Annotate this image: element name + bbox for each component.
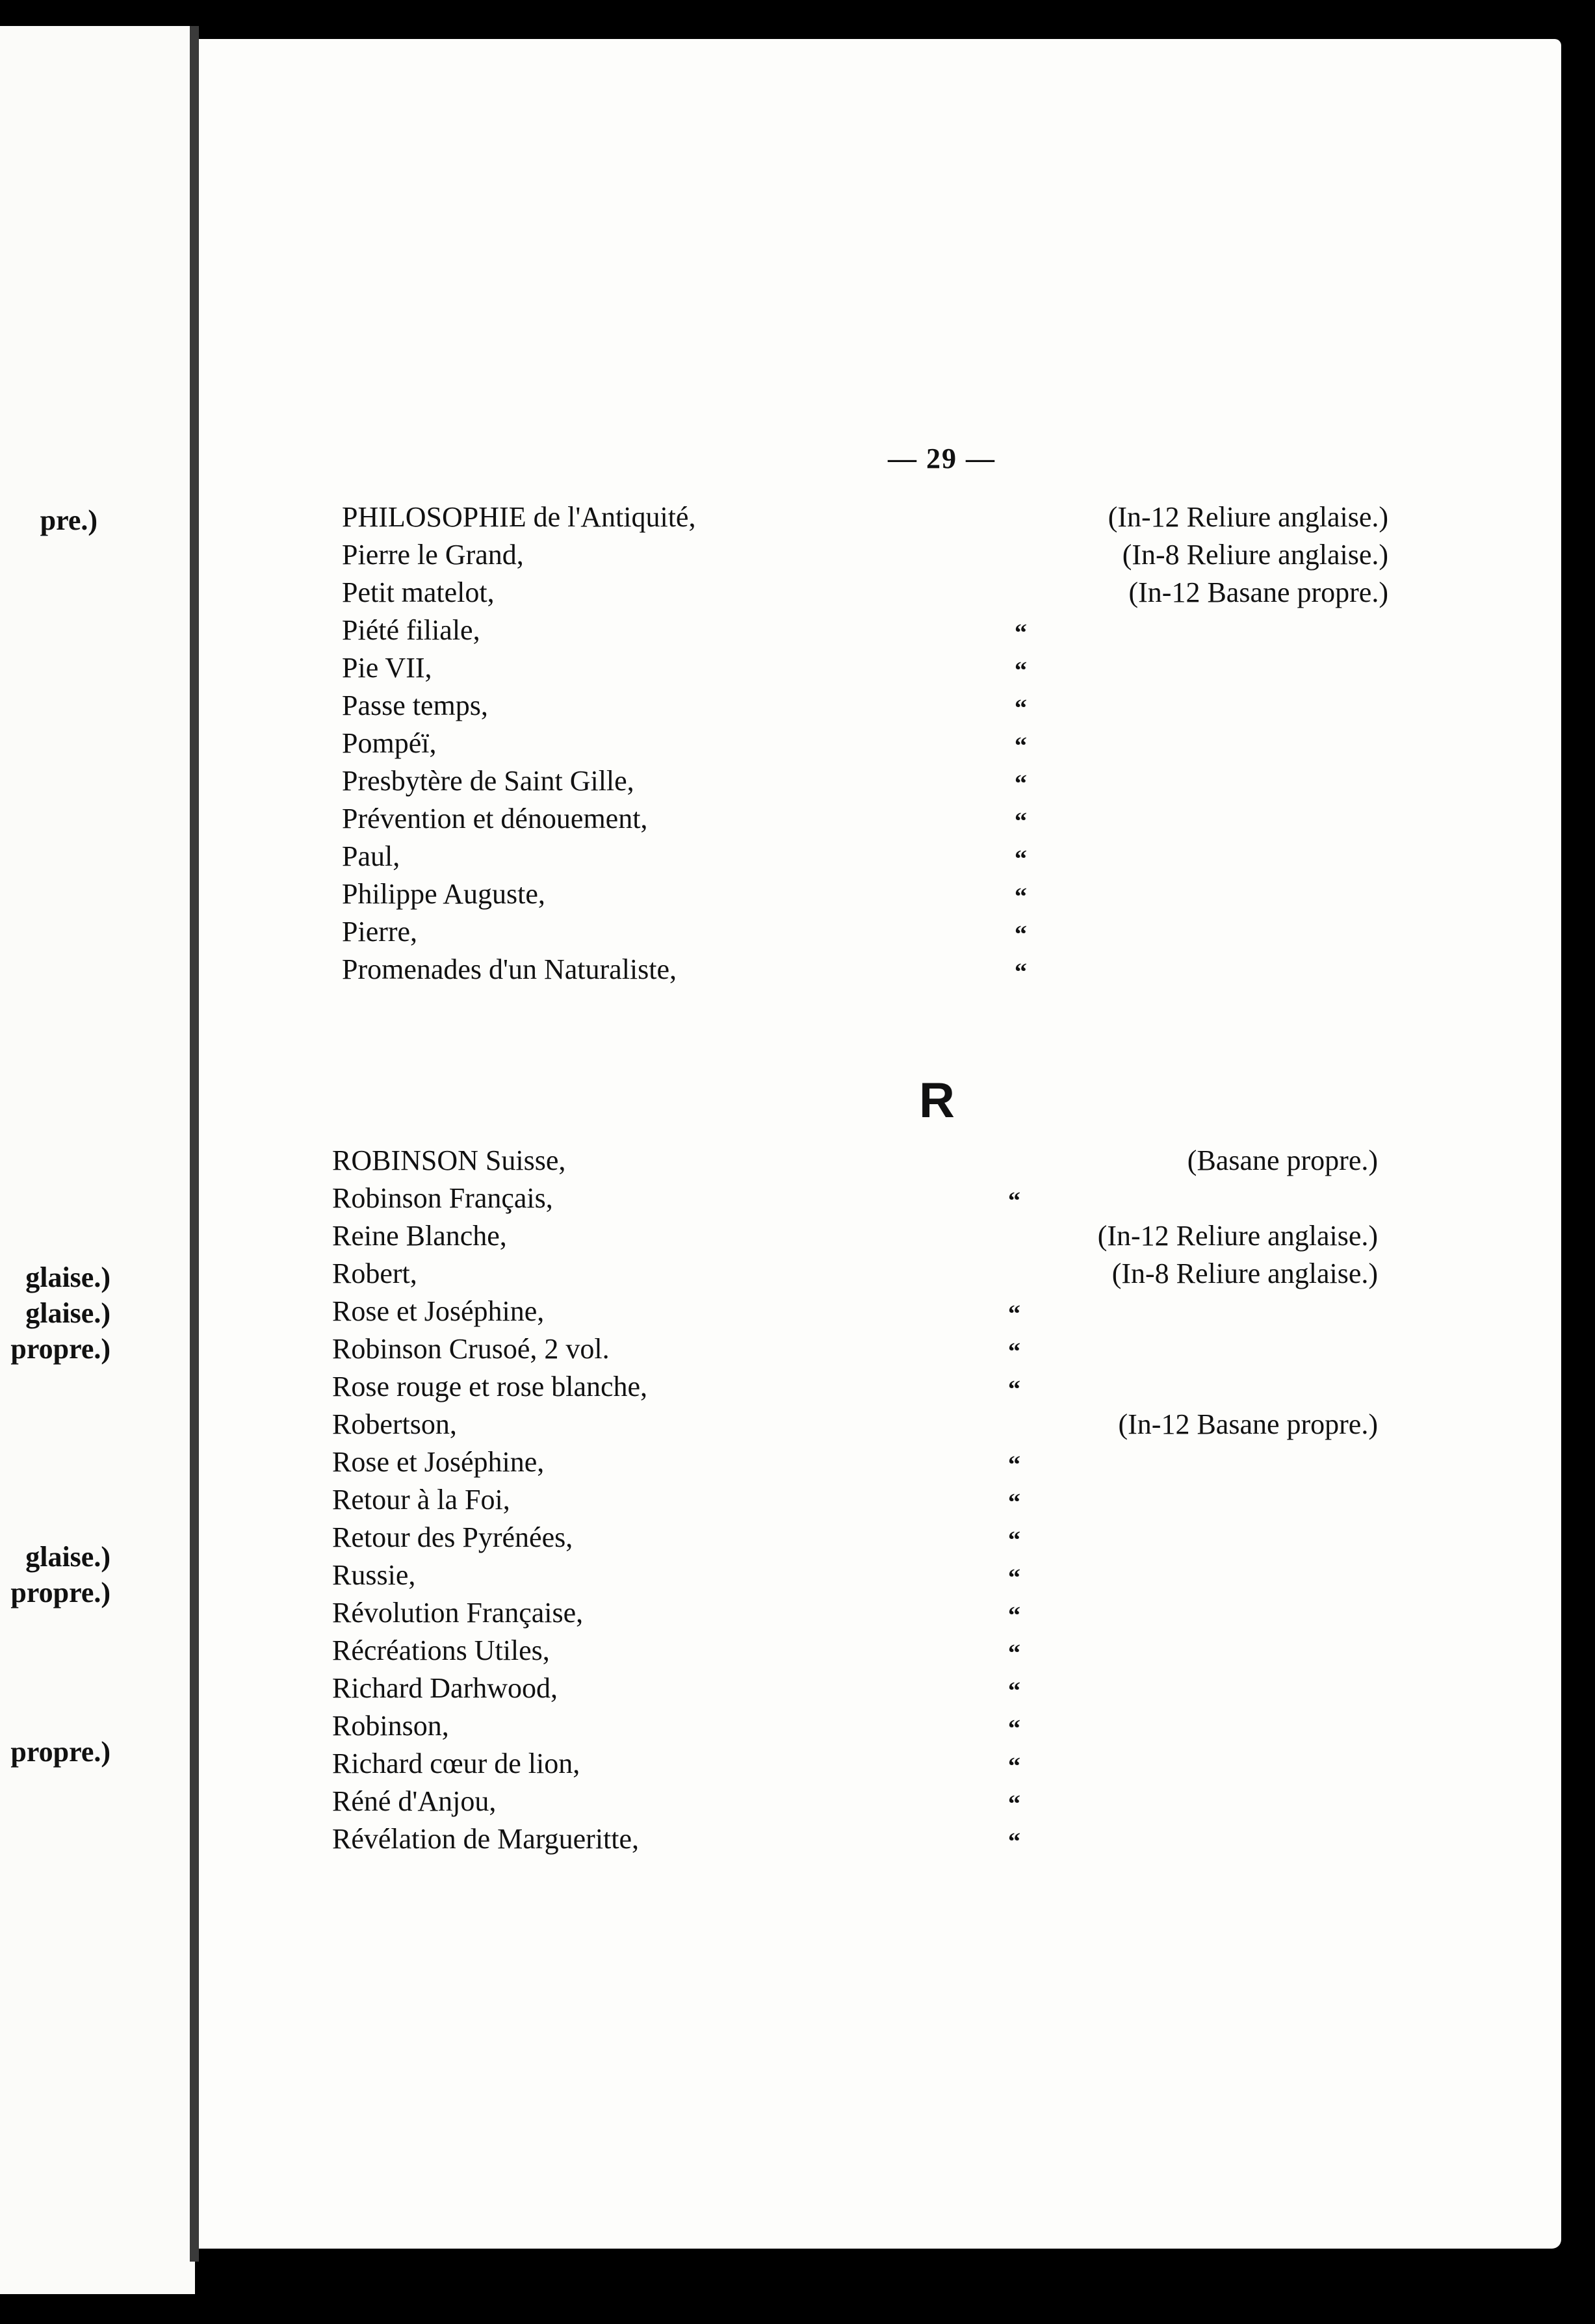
section-letter-r: R: [919, 1073, 955, 1128]
ditto-mark: “: [1008, 1753, 1020, 1780]
ditto-mark: “: [1008, 1790, 1020, 1818]
catalog-entry-title: Piété filiale,: [342, 614, 480, 646]
catalog-entry-title: Retour des Pyrénées,: [332, 1521, 573, 1553]
left-page-edge: [0, 26, 195, 2294]
catalog-entry-title: Récréations Utiles,: [332, 1634, 550, 1666]
binding-description: (In-12 Reliure anglaise.): [1108, 501, 1388, 533]
ditto-mark: “: [1008, 1602, 1020, 1629]
catalog-entry-title: Révolution Française,: [332, 1597, 584, 1629]
binding-description: (In-12 Basane propre.): [1128, 576, 1388, 608]
ditto-mark: “: [1008, 1564, 1020, 1592]
left-fragment: propre.): [10, 1736, 110, 1768]
ditto-mark: “: [1008, 1489, 1020, 1516]
ditto-mark: “: [1008, 1338, 1020, 1365]
ditto-mark: “: [1015, 846, 1027, 873]
binding-description: (In-12 Reliure anglaise.): [1097, 1220, 1378, 1252]
catalog-entry-title: Russie,: [332, 1559, 416, 1591]
ditto-mark: “: [1008, 1187, 1020, 1215]
page-number: — 29 —: [888, 443, 996, 474]
catalog-entry-title: Retour à la Foi,: [332, 1484, 510, 1516]
catalog-entry-title: Révélation de Margueritte,: [332, 1823, 640, 1855]
catalog-entry-title: Promenades d'un Naturaliste,: [342, 953, 677, 985]
left-fragment: glaise.): [25, 1297, 110, 1329]
catalog-entry-title: Presbytère de Saint Gille,: [342, 765, 634, 797]
catalog-entry-title: Petit matelot,: [342, 576, 495, 608]
ditto-mark: “: [1008, 1677, 1020, 1705]
catalog-entry-title: PHILOSOPHIE de l'Antiquité,: [342, 501, 696, 533]
catalog-entry-title: Robinson,: [332, 1710, 449, 1742]
ditto-mark: “: [1015, 695, 1027, 722]
catalog-entry-title: Passe temps,: [342, 690, 488, 721]
binding-description: (In-12 Basane propre.): [1118, 1408, 1378, 1440]
binding-description: (In-8 Reliure anglaise.): [1111, 1258, 1378, 1289]
catalog-entry-title: Richard Darhwood,: [332, 1672, 558, 1704]
catalog-entry-title: Pierre le Grand,: [342, 539, 524, 571]
ditto-mark: “: [1015, 657, 1027, 684]
catalog-entry-title: Rose et Joséphine,: [332, 1295, 545, 1327]
catalog-entry-title: Pompéï,: [342, 727, 437, 759]
catalog-entry-title: Pierre,: [342, 916, 418, 948]
ditto-mark: “: [1015, 959, 1027, 986]
ditto-mark: “: [1008, 1527, 1020, 1554]
binding-description: (Basane propre.): [1187, 1144, 1378, 1176]
ditto-mark: “: [1008, 1376, 1020, 1403]
catalog-entry-title: Robinson Français,: [332, 1182, 553, 1214]
catalog-entry-title: Reine Blanche,: [332, 1220, 507, 1252]
catalog-entry-title: Richard cœur de lion,: [332, 1748, 580, 1779]
ditto-mark: “: [1008, 1715, 1020, 1742]
catalog-entry-title: Paul,: [342, 840, 400, 872]
ditto-mark: “: [1015, 808, 1027, 835]
catalog-page: [199, 39, 1561, 2249]
catalog-entry-title: Réné d'Anjou,: [332, 1785, 497, 1817]
left-fragment: propre.): [10, 1577, 110, 1608]
ditto-mark: “: [1008, 1300, 1020, 1328]
left-fragment: glaise.): [25, 1541, 110, 1573]
ditto-mark: “: [1008, 1828, 1020, 1855]
left-fragment: propre.): [10, 1333, 110, 1365]
catalog-entry-title: Robinson Crusoé, 2 vol.: [332, 1333, 610, 1365]
catalog-entry-title: Rose et Joséphine,: [332, 1446, 545, 1478]
catalog-entry-title: Philippe Auguste,: [342, 878, 545, 910]
book-gutter: [190, 26, 199, 2262]
ditto-mark: “: [1015, 732, 1027, 760]
left-fragment: glaise.): [25, 1261, 110, 1293]
catalog-entry-title: Prévention et dénouement,: [342, 803, 648, 834]
left-fragment: pre.): [40, 504, 97, 536]
ditto-mark: “: [1015, 619, 1027, 647]
ditto-mark: “: [1008, 1451, 1020, 1478]
catalog-entry-title: Robert,: [332, 1258, 417, 1289]
catalog-entry-title: Pie VII,: [342, 652, 432, 684]
ditto-mark: “: [1015, 770, 1027, 797]
ditto-mark: “: [1015, 883, 1027, 910]
ditto-mark: “: [1008, 1640, 1020, 1667]
catalog-entry-title: Rose rouge et rose blanche,: [332, 1371, 648, 1402]
ditto-mark: “: [1015, 921, 1027, 948]
catalog-entry-title: Robertson,: [332, 1408, 457, 1440]
binding-description: (In-8 Reliure anglaise.): [1122, 539, 1388, 571]
catalog-entry-title: ROBINSON Suisse,: [332, 1144, 566, 1176]
